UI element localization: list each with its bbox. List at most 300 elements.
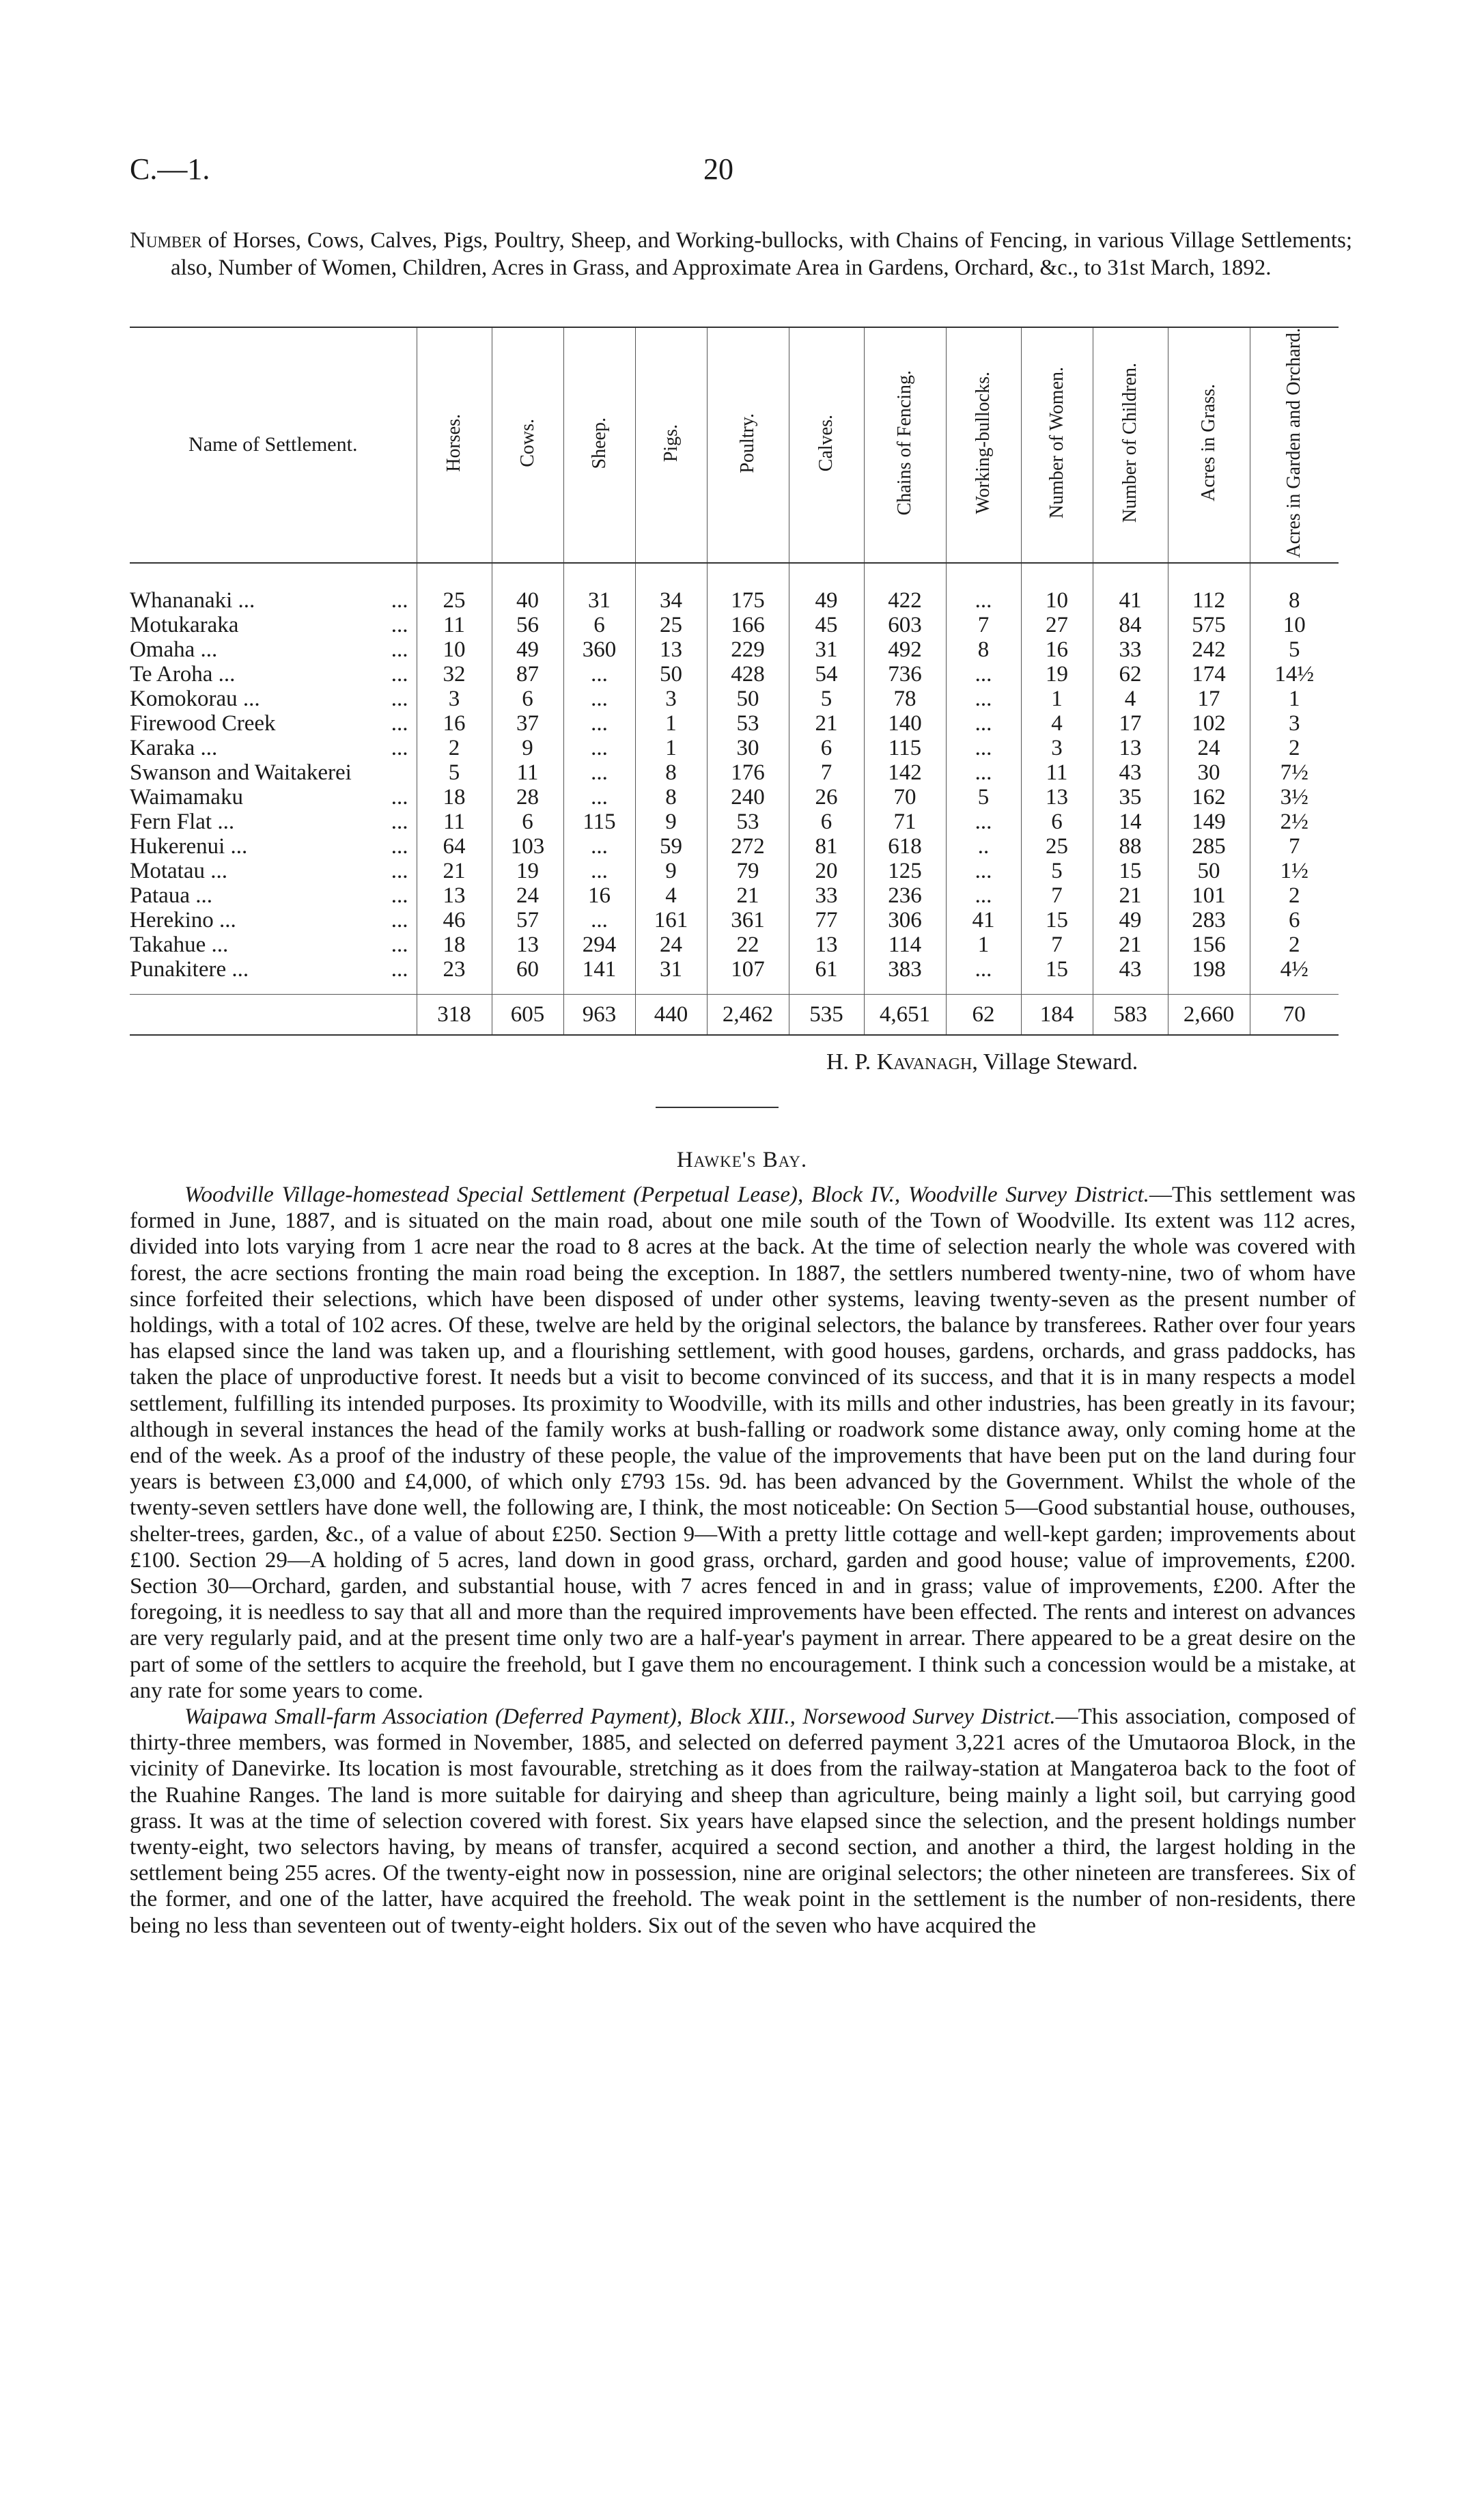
total-cell: 4,651 (864, 994, 946, 1035)
table-cell: ... (563, 711, 635, 736)
table-cell: 23 (417, 957, 492, 995)
table-cell: 229 (707, 637, 789, 662)
table-cell: 10 (1250, 613, 1339, 637)
table-cell: 174 (1168, 662, 1250, 687)
column-header-label: Horses. (443, 413, 464, 472)
table-cell: 25 (417, 563, 492, 613)
table-cell: 81 (789, 834, 864, 859)
settlement-name: Motatau ... (130, 858, 227, 883)
table-cell: 285 (1168, 834, 1250, 859)
table-cell: 30 (1168, 760, 1250, 785)
table-cell: 49 (789, 563, 864, 613)
table-cell: 1 (1250, 687, 1339, 711)
leader-dots: ... (391, 784, 408, 810)
table-cell: 70 (864, 785, 946, 810)
settlement-name-cell (130, 760, 417, 785)
table-cell: 40 (492, 563, 563, 613)
table-cell: 6 (789, 810, 864, 834)
column-header-label: Acres in Grass. (1198, 384, 1219, 502)
table-cell: 7 (1021, 883, 1093, 908)
table-cell: 84 (1093, 613, 1168, 637)
table-cell: 18 (417, 785, 492, 810)
table-row (130, 613, 1339, 637)
table-cell: 240 (707, 785, 789, 810)
column-header-label: Chains of Fencing. (894, 370, 915, 516)
leader-dots: ... (391, 907, 408, 932)
table-cell: 492 (864, 637, 946, 662)
table-cell: 6 (492, 810, 563, 834)
column-header-label: Sheep. (588, 417, 610, 469)
document-code: C.—1. (130, 152, 210, 186)
table-cell: 22 (707, 932, 789, 957)
table-cell: 1 (635, 736, 707, 760)
table-row (130, 957, 1339, 995)
settlement-name: Firewood Creek (130, 710, 276, 736)
table-cell: 21 (1093, 883, 1168, 908)
table-row (130, 932, 1339, 957)
table-cell: 7 (1021, 932, 1093, 957)
leader-dots: ... (391, 686, 408, 711)
column-header-label: Poultry. (737, 413, 758, 473)
table-cell: 15 (1021, 908, 1093, 932)
column-header (707, 327, 789, 563)
table-cell: 294 (563, 932, 635, 957)
settlement-name-cell (130, 662, 417, 687)
table-cell: 21 (707, 883, 789, 908)
leader-dots: ... (391, 661, 408, 687)
table-cell: 101 (1168, 883, 1250, 908)
table-row (130, 736, 1339, 760)
table-cell: 6 (563, 613, 635, 637)
column-header (563, 327, 635, 563)
table-cell: ... (946, 760, 1021, 785)
table-cell: 31 (563, 563, 635, 613)
settlement-table (130, 327, 1339, 1036)
total-cell: 963 (563, 994, 635, 1035)
table-cell: 43 (1093, 760, 1168, 785)
table-cell: ... (946, 859, 1021, 883)
settlement-name: Te Aroha ... (130, 661, 236, 687)
table-cell: 383 (864, 957, 946, 995)
table-cell: 5 (946, 785, 1021, 810)
settlement-name: Herekino ... (130, 907, 236, 932)
column-header-label: Working-bullocks. (972, 372, 994, 514)
table-cell: 3 (417, 687, 492, 711)
table-cell: 56 (492, 613, 563, 637)
table-cell: 272 (707, 834, 789, 859)
table-cell: 6 (789, 736, 864, 760)
total-cell: 2,462 (707, 994, 789, 1035)
table-cell: 7 (1250, 834, 1339, 859)
settlement-name: Hukerenui ... (130, 833, 248, 859)
table-header-row (130, 327, 1339, 563)
table-cell: ... (946, 563, 1021, 613)
table-cell: ... (563, 785, 635, 810)
table-cell: 141 (563, 957, 635, 995)
table-cell: 32 (417, 662, 492, 687)
table-cell: 25 (635, 613, 707, 637)
table-cell: 27 (1021, 613, 1093, 637)
leader-dots: ... (391, 735, 408, 760)
section-title: Hawke's Bay. (676, 1148, 808, 1172)
leader-dots: ... (391, 809, 408, 834)
column-header (946, 327, 1021, 563)
table-cell: 149 (1168, 810, 1250, 834)
settlement-name-cell (130, 957, 417, 995)
table-cell: 49 (492, 637, 563, 662)
table-cell: 15 (1093, 859, 1168, 883)
table-cell: ... (563, 687, 635, 711)
total-cell: 440 (635, 994, 707, 1035)
table-cell: 10 (1021, 563, 1093, 613)
table-cell: 62 (1093, 662, 1168, 687)
total-cell: 318 (417, 994, 492, 1035)
table-cell: 20 (789, 859, 864, 883)
total-cell: 583 (1093, 994, 1168, 1035)
table-cell: 3 (1021, 736, 1093, 760)
table-cell: 618 (864, 834, 946, 859)
table-cell: 50 (635, 662, 707, 687)
table-cell: .. (946, 834, 1021, 859)
settlement-name: Pataua ... (130, 883, 212, 908)
settlement-name: Punakitere ... (130, 956, 249, 982)
table-cell: 360 (563, 637, 635, 662)
table-row (130, 687, 1339, 711)
table-cell: 2½ (1250, 810, 1339, 834)
table-cell: ... (946, 711, 1021, 736)
table-cell: 162 (1168, 785, 1250, 810)
paragraph-heading: Woodville Village-homestead Special Settlement (Perpetual Lease), Block IV., Woodville Survey District. (184, 1183, 1149, 1207)
table-cell: 166 (707, 613, 789, 637)
settlement-name-cell (130, 810, 417, 834)
settlement-name: Whananaki ... (130, 588, 255, 613)
table-cell: 115 (563, 810, 635, 834)
table-cell: 71 (864, 810, 946, 834)
table-cell: 14 (1093, 810, 1168, 834)
table-cell: 306 (864, 908, 946, 932)
table-cell: 1½ (1250, 859, 1339, 883)
table-cell: ... (563, 908, 635, 932)
leader-dots: ... (391, 932, 408, 957)
table-cell: 11 (417, 613, 492, 637)
table-cell: 5 (1021, 859, 1093, 883)
settlement-name-cell (130, 736, 417, 760)
table-cell: 112 (1168, 563, 1250, 613)
table-cell: 79 (707, 859, 789, 883)
table-cell: 57 (492, 908, 563, 932)
table-cell: 21 (789, 711, 864, 736)
table-cell: 175 (707, 563, 789, 613)
settlement-name-cell (130, 563, 417, 613)
column-header-label: Acres in Garden and Orchard. (1283, 328, 1305, 558)
table-cell: 428 (707, 662, 789, 687)
table-cell: 28 (492, 785, 563, 810)
table-cell: 8 (1250, 563, 1339, 613)
table-cell: 11 (417, 810, 492, 834)
table-cell: 15 (1021, 957, 1093, 995)
table-row (130, 810, 1339, 834)
table-cell: 41 (1093, 563, 1168, 613)
table-cell: 8 (635, 785, 707, 810)
total-cell: 62 (946, 994, 1021, 1035)
total-cell: 535 (789, 994, 864, 1035)
table-cell: ... (563, 736, 635, 760)
settlement-name-cell (130, 859, 417, 883)
table-cell: 236 (864, 883, 946, 908)
table-cell: 575 (1168, 613, 1250, 637)
leader-dots: ... (391, 833, 408, 859)
table-cell: 5 (789, 687, 864, 711)
paragraph-waipawa (130, 1704, 1356, 1939)
table-cell: 24 (492, 883, 563, 908)
table-cell: 3½ (1250, 785, 1339, 810)
table-cell: 34 (635, 563, 707, 613)
leader-dots: ... (391, 588, 408, 613)
settlement-name: Komokorau ... (130, 686, 260, 711)
paragraph-text: —This settlement was formed in June, 1887, and is situated on the main road, about one mile south of the Town of Woodville. Its extent was 112 acres, divided into lots varying from 1 acre near the road to 8 acres at the back. At the time of selection nearly the whole was covered with forest, the acre sections fronting the main road being the exception. In 1887, the settlers numbered twenty-nine, two of whom have since forfeited their selections, which have been disposed of under other systems, leaving twenty-seven as the present number of holdings, with a total of 102 acres. Of these, twelve are held by the original selectors, the balance by transferees. Rather over four years has elapsed since the land was taken up, and a flourishing settlement, with good houses, gardens, orchards, and grass paddocks, has taken the place of unproductive forest. It needs but a visit to become convinced of its success, and that it is in many respects a model settlement, fulfilling its intended purposes. Its proximity to Woodville, with its mills and other industries, has been greatly in its favour; although in several instances the head of the family works at bush-falling or roadwork some distance away, only coming home at the end of the week. As a proof of the industry of these people, the value of the improvements that have been put on the land during four years is between £3,000 and £4,000, of which only £793 15s. 9d. has been advanced by the Government. Whilst the whole of the twenty-seven settlers have done well, the following are, I think, the most noticeable: On Section 5—Good substantial house, outhouses, shelter-trees, garden, &c., of a value of about £250. Section 9—With a pretty little cottage and well-kept garden; improvements about £100. Section 29—A holding of 5 acres, land down in good grass, orchard, garden and good house; value of improvements, £200. Section 30—Orchard, garden, and substantial house, with 7 acres fenced in and in grass; value of improvements, £200. After the foregoing, it is needless to say that all and more than the required improvements have been effected. The rents and interest on advances are very regularly paid, and at the present time only two are a half-year's payment in arrear. There appeared to be a great desire on the part of some of the settlers to acquire the freehold, but I gave them no encouragement. I think such a concession would be a mistake, at any rate for some years to come. (130, 1183, 1356, 1703)
table-cell: 31 (789, 637, 864, 662)
column-header (1250, 327, 1339, 563)
leader-dots: ... (391, 858, 408, 883)
table-cell: 9 (492, 736, 563, 760)
table-cell: 54 (789, 662, 864, 687)
totals-row (130, 994, 1339, 1035)
table-cell: 6 (492, 687, 563, 711)
settlement-name: Omaha ... (130, 637, 218, 662)
column-header (417, 327, 492, 563)
table-cell: 1 (946, 932, 1021, 957)
table-cell: 24 (1168, 736, 1250, 760)
table-cell: 114 (864, 932, 946, 957)
column-header-label: Pigs. (660, 424, 682, 462)
total-cell: 184 (1021, 994, 1093, 1035)
column-header-label: Number of Children. (1119, 363, 1140, 523)
table-cell: 8 (946, 637, 1021, 662)
table-cell: 13 (635, 637, 707, 662)
table-cell: 19 (1021, 662, 1093, 687)
table-cell: 4 (635, 883, 707, 908)
table-cell: 60 (492, 957, 563, 995)
column-header (1021, 327, 1093, 563)
table-cell: 46 (417, 908, 492, 932)
body-text (130, 1182, 1356, 1939)
table-cell: ... (563, 760, 635, 785)
table-cell: 35 (1093, 785, 1168, 810)
table-cell: 19 (492, 859, 563, 883)
table-cell: 2 (1250, 932, 1339, 957)
paragraph-heading: Waipawa Small-farm Association (Deferred Payment), Block XIII., Norsewood Survey District. (184, 1704, 1056, 1730)
table-cell: 3 (635, 687, 707, 711)
table-cell: 10 (417, 637, 492, 662)
table-cell: 9 (635, 859, 707, 883)
leader-dots: ... (391, 883, 408, 908)
table-cell: 6 (1021, 810, 1093, 834)
table-cell: 53 (707, 711, 789, 736)
table-cell: 2 (1250, 883, 1339, 908)
column-header-label: Calves. (815, 414, 837, 471)
table-cell: 102 (1168, 711, 1250, 736)
table-cell: 125 (864, 859, 946, 883)
table-caption (130, 227, 1352, 281)
table-cell: 7 (789, 760, 864, 785)
table-cell: ... (946, 883, 1021, 908)
table-cell: 24 (635, 932, 707, 957)
table-cell: 37 (492, 711, 563, 736)
table-cell: 59 (635, 834, 707, 859)
table-cell: 8 (635, 760, 707, 785)
paragraph-woodville (130, 1182, 1356, 1704)
table-cell: 161 (635, 908, 707, 932)
caption-lead: Number (130, 228, 202, 253)
table-row (130, 908, 1339, 932)
table-cell: 17 (1093, 711, 1168, 736)
table-cell: 21 (1093, 932, 1168, 957)
table-cell: 16 (1021, 637, 1093, 662)
table-cell: 49 (1093, 908, 1168, 932)
caption-text: of Horses, Cows, Calves, Pigs, Poultry, Sheep, and Working-bullocks, with Chains of Fencing, in various Village Settlements; also, Number of Women, Children, Acres in Grass, and Approximate Area in Gardens, Orchard, &c., to 31st March, 1892. (171, 228, 1352, 280)
table-cell: 4½ (1250, 957, 1339, 995)
settlement-name-cell (130, 711, 417, 736)
table-cell: ... (563, 834, 635, 859)
column-header-label: Cows. (516, 418, 538, 467)
table-cell: 13 (1021, 785, 1093, 810)
page-header (130, 152, 1359, 193)
settlement-name-cell (130, 834, 417, 859)
settlement-name: Fern Flat ... (130, 809, 235, 834)
table-cell: 45 (789, 613, 864, 637)
table-cell: 50 (1168, 859, 1250, 883)
table-cell: 142 (864, 760, 946, 785)
settlement-name-cell (130, 613, 417, 637)
table-cell: ... (946, 810, 1021, 834)
settlement-name: Karaka ... (130, 735, 218, 760)
table-cell: 77 (789, 908, 864, 932)
signature-name: H. P. Kavanagh (826, 1049, 972, 1075)
table-cell: 5 (417, 760, 492, 785)
table-cell: 43 (1093, 957, 1168, 995)
settlement-name: Takahue ... (130, 932, 229, 957)
total-cell: 605 (492, 994, 563, 1035)
table-row (130, 760, 1339, 785)
table-cell: 4 (1093, 687, 1168, 711)
table-row (130, 834, 1339, 859)
table-cell: 33 (789, 883, 864, 908)
table-cell: 78 (864, 687, 946, 711)
signature (826, 1049, 1138, 1075)
table-cell: 242 (1168, 637, 1250, 662)
table-cell: 13 (417, 883, 492, 908)
table-cell: 198 (1168, 957, 1250, 995)
settlement-name-cell (130, 908, 417, 932)
settlement-name-cell (130, 883, 417, 908)
leader-dots: ... (391, 612, 408, 637)
section-divider (656, 1107, 779, 1108)
table-row (130, 711, 1339, 736)
table-cell: 13 (492, 932, 563, 957)
column-header (635, 327, 707, 563)
table-cell: 736 (864, 662, 946, 687)
table-cell: 361 (707, 908, 789, 932)
table-cell: 156 (1168, 932, 1250, 957)
page-number: 20 (703, 152, 733, 186)
table-cell: 603 (864, 613, 946, 637)
table-cell: 30 (707, 736, 789, 760)
table-row (130, 637, 1339, 662)
table-cell: ... (563, 662, 635, 687)
paragraph-text: —This association, composed of thirty-three members, was formed in November, 1885, and selected on deferred payment 3,221 acres of the Umutaoroa Block, in the vicinity of Danevirke. Its location is most favourable, stretching as it does from the railway-station at Mangateroa back to the foot of the Ruahine Ranges. The land is more suitable for dairying and sheep than agriculture, being mainly a light soil, but carrying good grass. It was at the time of selection covered with forest. Six years have elapsed since the selection, and the present holdings number twenty-eight, two selectors having, by means of transfer, acquired a second section, and another a third, the largest holding in the settlement being 255 acres. Of the twenty-eight now in possession, nine are original selectors; the other nineteen are transferees. Six of the former, and one of the latter, have acquired the freehold. The weak point in the settlement is the number of non-residents, there being no less than seventeen out of twenty-eight holders. Six out of the seven who have acquired the (130, 1704, 1356, 1938)
table-row (130, 662, 1339, 687)
table-cell: 5 (1250, 637, 1339, 662)
table-cell: 33 (1093, 637, 1168, 662)
table-cell: 1 (635, 711, 707, 736)
table-cell: 1 (1021, 687, 1093, 711)
total-cell: 70 (1250, 994, 1339, 1035)
table-cell: 26 (789, 785, 864, 810)
table-cell: 41 (946, 908, 1021, 932)
table-cell: 87 (492, 662, 563, 687)
table-cell: ... (563, 859, 635, 883)
settlement-name: Swanson and Waitakerei (130, 760, 352, 785)
leader-dots: ... (391, 637, 408, 662)
table-cell: 61 (789, 957, 864, 995)
table-cell: 64 (417, 834, 492, 859)
table-cell: 6 (1250, 908, 1339, 932)
table-cell: 17 (1168, 687, 1250, 711)
table-cell: 18 (417, 932, 492, 957)
signature-title: , Village Steward. (972, 1049, 1138, 1075)
table-row (130, 859, 1339, 883)
table-cell: 115 (864, 736, 946, 760)
table-cell: 53 (707, 810, 789, 834)
table-cell: 107 (707, 957, 789, 995)
table-row (130, 563, 1339, 613)
table-cell: ... (946, 736, 1021, 760)
settlement-name-cell (130, 687, 417, 711)
table-cell: 16 (563, 883, 635, 908)
table-cell: 7½ (1250, 760, 1339, 785)
column-header (864, 327, 946, 563)
column-header (1168, 327, 1250, 563)
table-cell: 21 (417, 859, 492, 883)
settlement-name: Waimamaku (130, 784, 243, 810)
table-cell: 11 (492, 760, 563, 785)
table-cell: 176 (707, 760, 789, 785)
table-cell: 14½ (1250, 662, 1339, 687)
settlement-name-cell (130, 637, 417, 662)
table-cell: ... (946, 662, 1021, 687)
table-cell: 4 (1021, 711, 1093, 736)
table-cell: ... (946, 687, 1021, 711)
settlement-name: Motukaraka (130, 612, 239, 637)
table-cell: 16 (417, 711, 492, 736)
table-cell: 7 (946, 613, 1021, 637)
table-cell: 88 (1093, 834, 1168, 859)
table-cell: ... (946, 957, 1021, 995)
table-cell: 11 (1021, 760, 1093, 785)
table-cell: 31 (635, 957, 707, 995)
table-cell: 2 (1250, 736, 1339, 760)
settlement-name-cell (130, 785, 417, 810)
table-cell: 13 (1093, 736, 1168, 760)
column-header (789, 327, 864, 563)
column-header-name: Name of Settlement. (130, 327, 417, 563)
settlement-name-cell (130, 932, 417, 957)
leader-dots: ... (391, 710, 408, 736)
table-cell: 13 (789, 932, 864, 957)
column-header (1093, 327, 1168, 563)
column-header-label: Number of Women. (1046, 367, 1067, 519)
leader-dots: ... (391, 956, 408, 982)
